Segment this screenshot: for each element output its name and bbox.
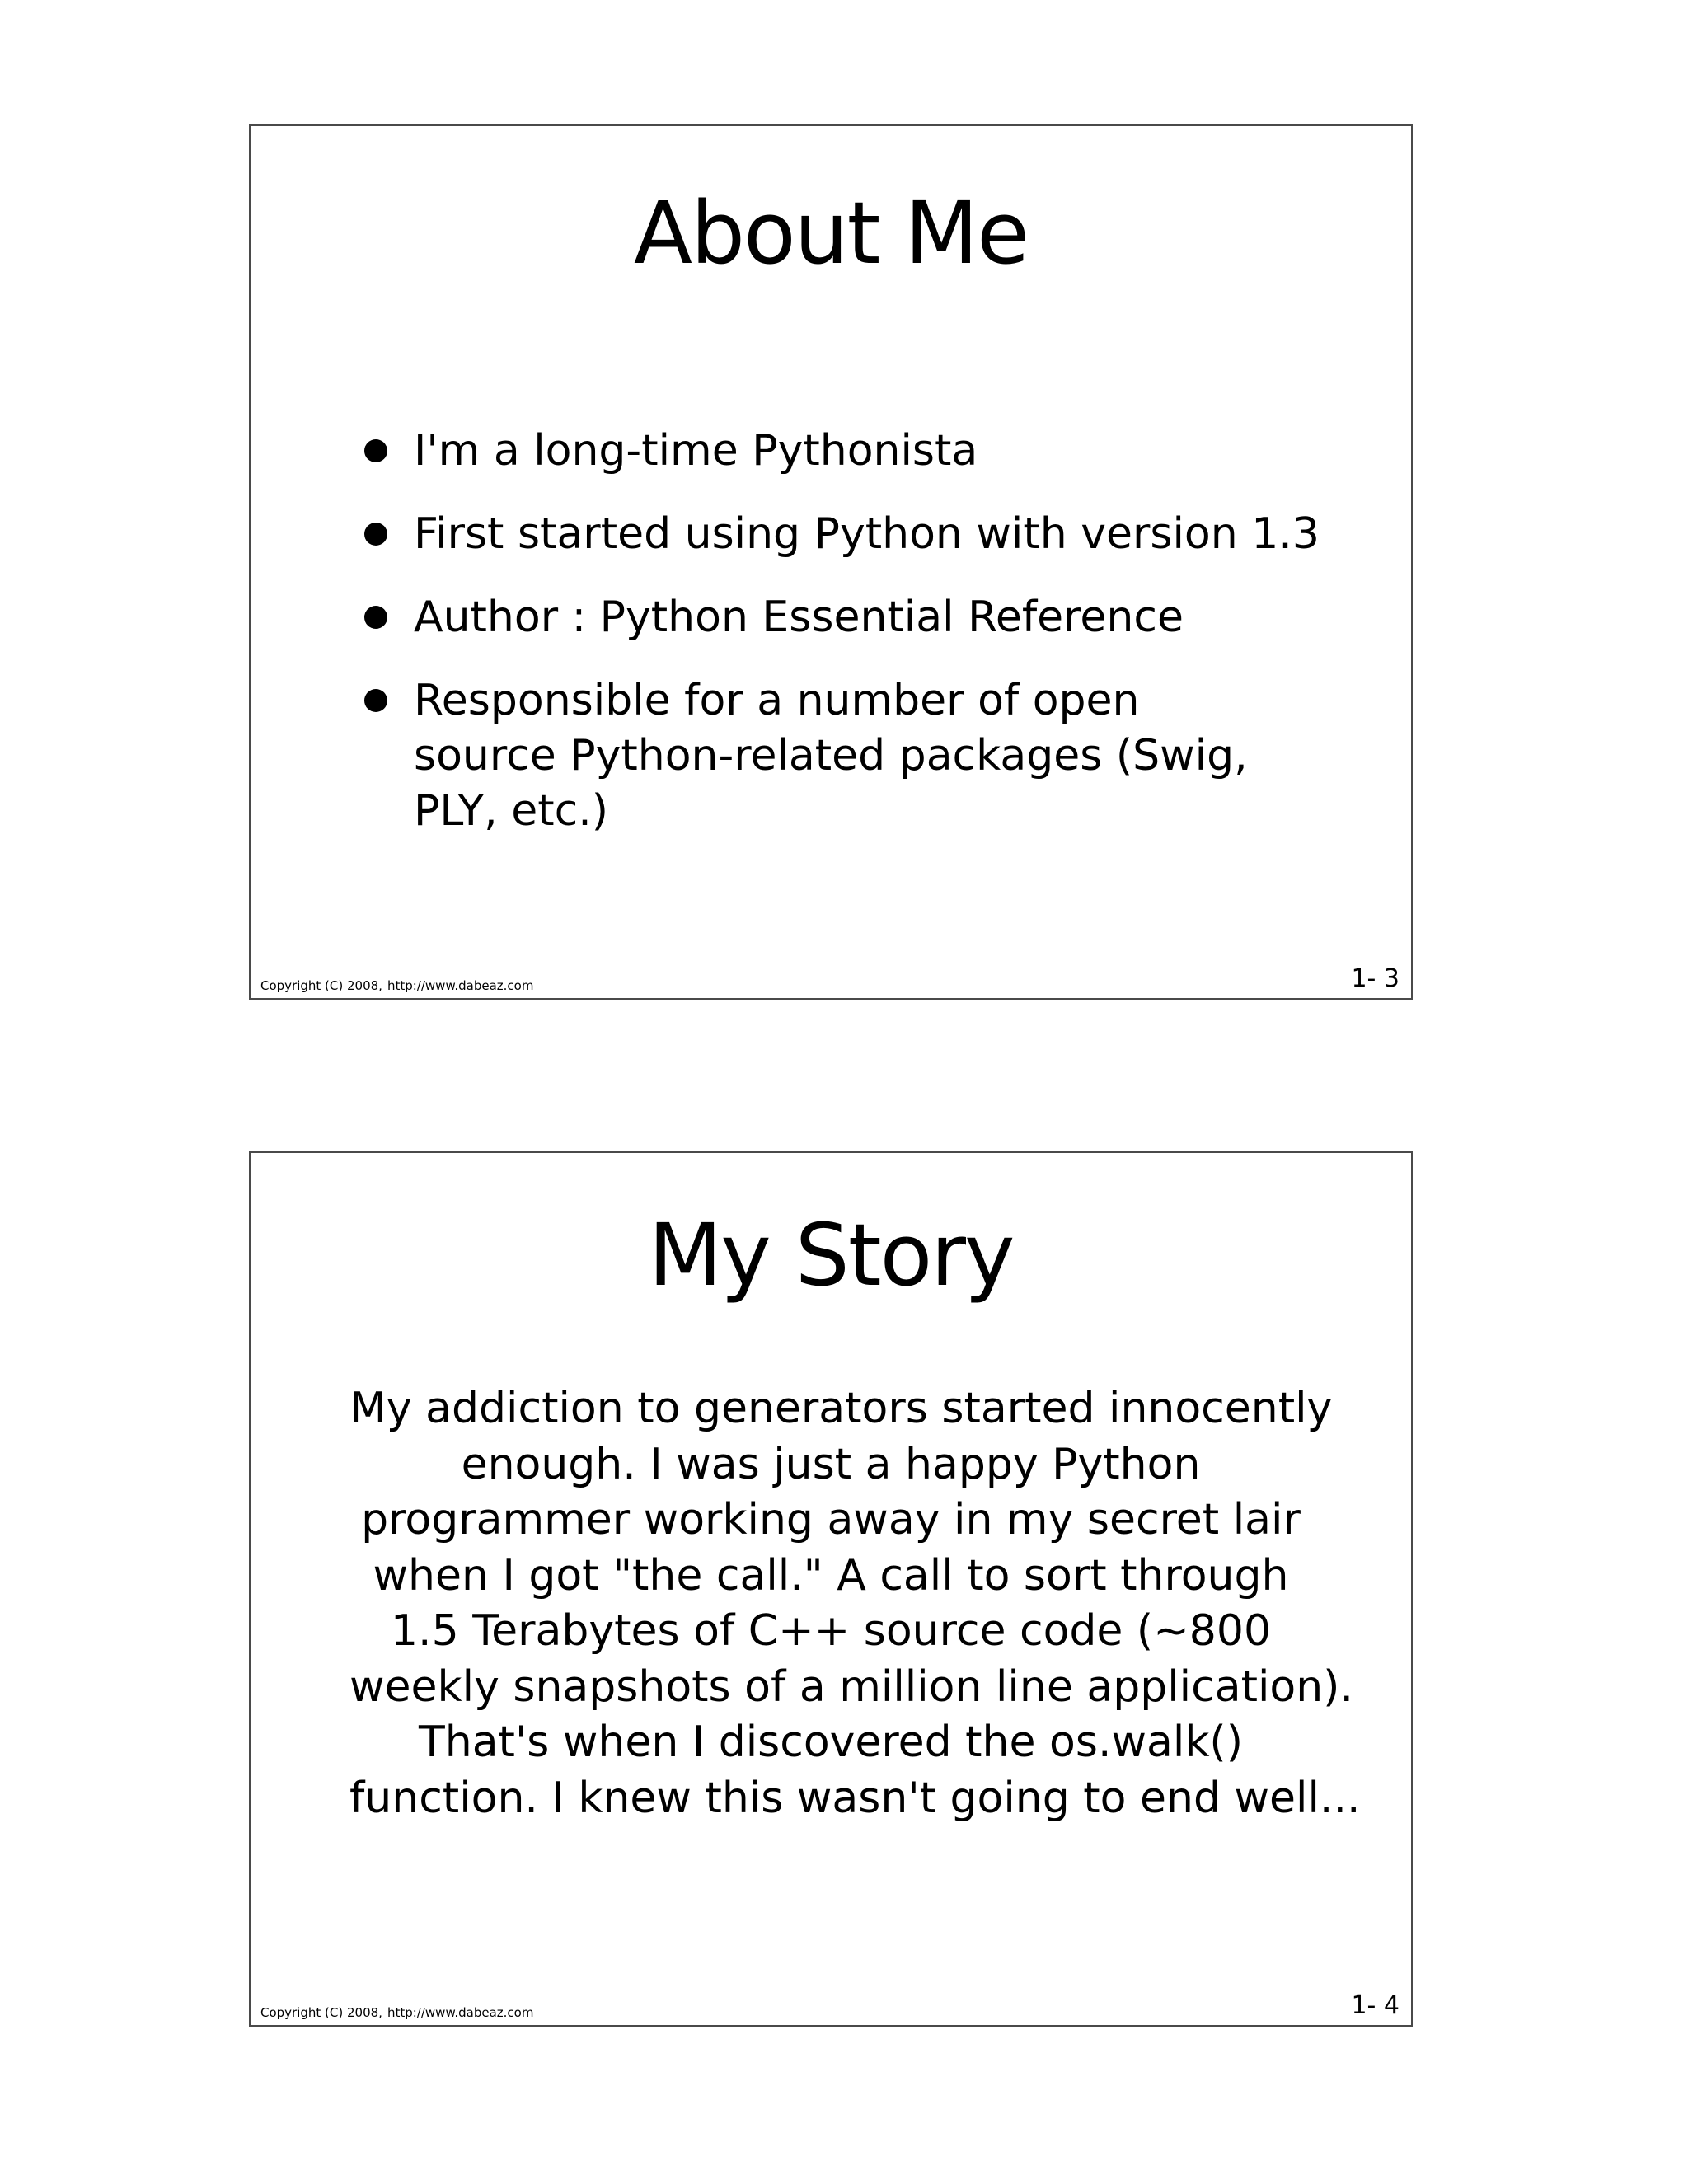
story-line: That's when I discovered the os.walk(): [418, 1718, 1244, 1767]
bullet-icon: [364, 606, 387, 629]
story-line: when I got "the call." A call to sort through: [373, 1550, 1289, 1601]
story-line: function. I knew this wasn't going to end well...: [349, 1773, 1361, 1823]
bullet-text: Author : Python Essential Reference: [414, 593, 1184, 642]
story-line: 1.5 Terabytes of C++ source code (~800: [390, 1606, 1272, 1656]
bullet-item: [364, 424, 1353, 479]
bullet-item: [364, 507, 1353, 562]
slide-title: About Me: [633, 183, 1029, 284]
bullet-text: Responsible for a number of open source Python-related packages (Swig, PLY, etc.): [414, 676, 1248, 836]
copyright-text: Copyright (C) 2008,: [260, 978, 382, 993]
copyright-text: Copyright (C) 2008,: [260, 2005, 382, 2020]
bullet-icon: [364, 523, 387, 546]
story-line: weekly snapshots of a million line application).: [349, 1661, 1353, 1712]
bullet-item: [364, 673, 1271, 839]
page-number: 1- 3: [1351, 964, 1400, 993]
bullet-text: First started using Python with version 1.3: [414, 509, 1320, 559]
bullet-text: I'm a long-time Pythonista: [414, 426, 978, 476]
footer-copyright: [260, 978, 533, 993]
bullet-item: [364, 590, 1353, 645]
footer-link[interactable]: http://www.dabeaz.com: [387, 2005, 534, 2020]
slide-about-me: [249, 124, 1413, 1000]
bullet-icon: [364, 689, 387, 712]
slide-my-story: [249, 1151, 1413, 2027]
page-number: 1- 4: [1351, 1991, 1400, 2020]
story-line: My addiction to generators started innocently: [349, 1384, 1333, 1433]
slide-title: My Story: [648, 1205, 1014, 1305]
footer-copyright: [260, 2005, 533, 2020]
footer-link[interactable]: http://www.dabeaz.com: [387, 978, 534, 993]
story-line: enough. I was just a happy Python: [461, 1439, 1201, 1489]
story-paragraph: [349, 1381, 1361, 1826]
story-line: programmer working away in my secret lair: [361, 1495, 1301, 1544]
bullet-list: [364, 424, 1353, 867]
bullet-icon: [364, 439, 387, 462]
